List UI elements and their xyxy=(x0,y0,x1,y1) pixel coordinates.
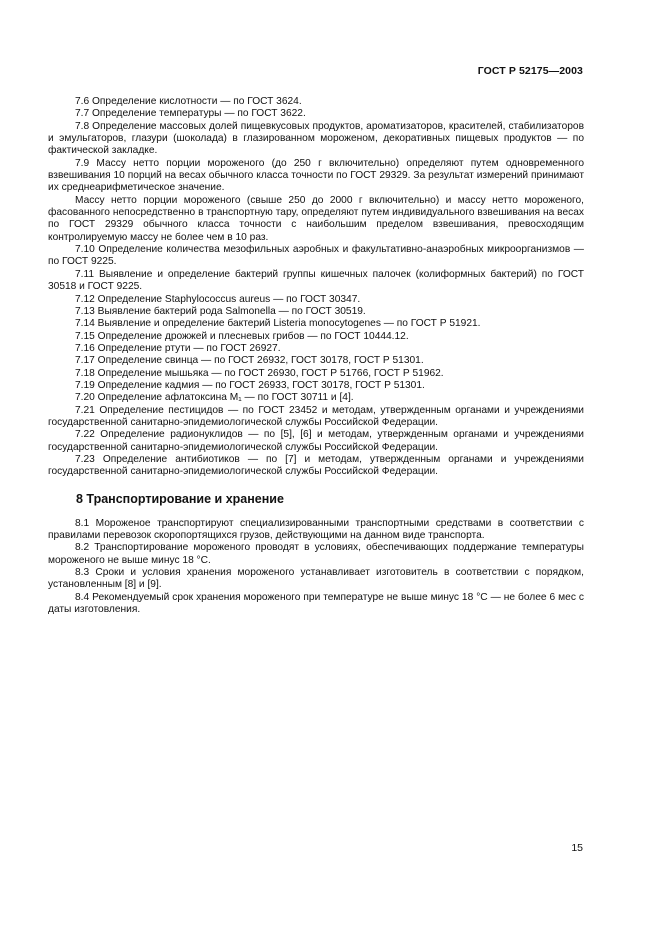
paragraph-7-8: 7.8 Определение массовых долей пищевкусовых продуктов, ароматизаторов, красителей, стабилизаторов и эмульгаторов, глазури (шоколада) в глазированном мороженом, декоративных пищевых продуктов — по фактической закладке. xyxy=(48,120,584,157)
paragraph-7-15: 7.15 Определение дрожжей и плесневых грибов — по ГОСТ 10444.12. xyxy=(75,330,409,342)
paragraph-7-16: 7.16 Определение ртути — по ГОСТ 26927. xyxy=(75,342,281,354)
section-heading: 8 Транспортирование и хранение xyxy=(76,491,284,506)
paragraph-8-2: 8.2 Транспортирование мороженого проводят в условиях, обеспечивающих поддержание температуры мороженого не выше минус 18 °С. xyxy=(48,542,584,566)
paragraph-7-6: 7.6 Определение кислотности — по ГОСТ 3624. xyxy=(75,96,302,107)
paragraph-8-3: 8.3 Сроки и условия хранения мороженого устанавливает изготовитель в соответствии с порядком, установленным [8] и [9]. xyxy=(48,567,584,591)
paragraph-7-9-continued: Массу нетто порции мороженого (свыше 250 до 2000 г включительно) и массу нетто мороженого, фасованного непосредственно в транспортную тару, определяют путем индивидуального взвешивания на весах по ГОСТ 29329 обычного класса точности с наибольшим пределом взвешивания, превосходящим контролируемую массу не более чем в 10 раз. xyxy=(48,194,584,243)
paragraph-7-7: 7.7 Определение температуры — по ГОСТ 3622. xyxy=(75,108,306,120)
paragraph-8-1: 8.1 Мороженое транспортируют специализированными транспортными средствами в соответствии с правилами перевозок скоропортящихся грузов, действующими на данном виде транспорта. xyxy=(48,517,584,541)
paragraph-7-20: 7.20 Определение афлатоксина M₁ — по ГОСТ 30711 и [4]. xyxy=(75,392,354,404)
paragraph-7-19: 7.19 Определение кадмия — по ГОСТ 26933, ГОСТ 30178, ГОСТ Р 51301. xyxy=(75,379,425,391)
paragraph-7-12: 7.12 Определение Staphylococcus aureus — по ГОСТ 30347. xyxy=(75,293,361,305)
paragraph-7-10: 7.10 Определение количества мезофильных аэробных и факультативно-анаэробных микроорганизмов — по ГОСТ 9225. xyxy=(48,244,584,268)
page-number: 15 xyxy=(571,842,583,854)
paragraph-7-18: 7.18 Определение мышьяка — по ГОСТ 26930, ГОСТ Р 51766, ГОСТ Р 51962. xyxy=(75,367,444,379)
paragraph-8-4: 8.4 Рекомендуемый срок хранения мороженого при температуре не выше минус 18 °С — не более 6 мес с даты изготовления. xyxy=(48,591,584,616)
paragraph-7-22: 7.22 Определение радионуклидов — по [5], [6] и методам, утвержденным органами и учреждениями государственной санитарно-эпидемиологической службы Российской Федерации. xyxy=(48,429,584,453)
paragraph-7-21: 7.21 Определение пестицидов — по ГОСТ 23452 и методам, утвержденным органами и учреждениями государственной санитарно-эпидемиологической службы Российской Федерации. xyxy=(48,404,584,428)
paragraph-7-17: 7.17 Определение свинца — по ГОСТ 26932, ГОСТ 30178, ГОСТ Р 51301. xyxy=(75,355,424,367)
paragraph-7-14: 7.14 Выявление и определение бактерий Listeria monocytogenes — по ГОСТ Р 51921. xyxy=(75,318,481,330)
paragraph-7-13: 7.13 Выявление бактерий рода Salmonella — по ГОСТ 30519. xyxy=(75,305,366,317)
paragraph-7-9: 7.9 Массу нетто порции мороженого (до 250 г включительно) определяют путем одновременного взвешивания 10 порций на весах обычного класса точности по ГОСТ 29329. За результат измерений принимают их среднеарифметическое значение. xyxy=(48,157,584,194)
paragraph-7-11: 7.11 Выявление и определение бактерий группы кишечных палочек (колиформных бактерий) по ГОСТ 30518 и ГОСТ 9225. xyxy=(48,268,584,293)
document-body xyxy=(48,96,584,616)
document-header: ГОСТ Р 52175—2003 xyxy=(477,65,583,77)
paragraph-7-23: 7.23 Определение антибиотиков — по [7] и методам, утвержденным органами и учреждениями государственной санитарно-эпидемиологической службы Российской Федерации. xyxy=(48,453,584,478)
